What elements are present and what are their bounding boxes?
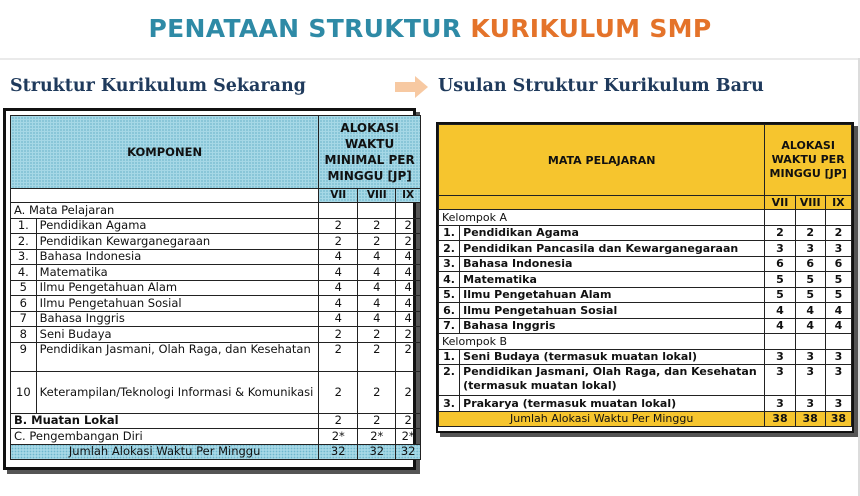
table-row (439, 287, 852, 303)
table-cell: 3 (825, 396, 851, 412)
table-cell: 3 (795, 241, 825, 257)
table-cell: 4 (396, 311, 421, 327)
table-row (439, 256, 852, 272)
table-cell: 2 (795, 225, 825, 241)
row-number: 1. (439, 225, 460, 241)
grade-header-row (439, 196, 852, 210)
subject-name: Pendidikan Jasmani, Olah Raga, dan Kesehatan (36, 342, 319, 371)
row-number: 10 (11, 371, 37, 413)
row-number: 4. (11, 265, 37, 281)
table-cell: 2 (396, 218, 421, 234)
subject-name: Bahasa Indonesia (36, 249, 319, 265)
table-cell: 4 (825, 303, 851, 319)
table-cell: 4 (319, 280, 358, 296)
subject-name: Pendidikan Kewarganegaraan (36, 234, 319, 250)
section-row (11, 413, 421, 429)
table-cell: 2 (358, 371, 396, 413)
table-cell: 2 (319, 218, 358, 234)
table-row (439, 225, 852, 241)
row-number: 3. (439, 396, 460, 412)
grade-header: VII (319, 189, 358, 203)
allocation-column-header: ALOKASI WAKTU PER MINGGU [JP] (765, 125, 852, 196)
table-cell: 5 (825, 272, 851, 288)
table-cell: 3 (825, 349, 851, 365)
row-number: 9 (11, 342, 37, 371)
subject-name: Bahasa Inggris (460, 318, 765, 334)
table-cell: 3 (765, 241, 795, 257)
row-number: 4. (439, 272, 460, 288)
row-number: 2. (439, 365, 460, 396)
table-cell: 3 (765, 365, 795, 396)
row-number: 2. (11, 234, 37, 250)
table-cell: 2 (358, 413, 396, 429)
row-number: 6 (11, 296, 37, 312)
table-cell: 2* (358, 429, 396, 445)
section-label: A. Mata Pelajaran (11, 203, 319, 219)
current-curriculum-table-frame (3, 108, 416, 470)
table-cell: 3 (765, 349, 795, 365)
group-label: Kelompok B (439, 334, 765, 350)
table-row (439, 272, 852, 288)
proposed-curriculum-table-frame (436, 122, 854, 433)
table-cell: 4 (765, 318, 795, 334)
table-cell: 5 (765, 272, 795, 288)
table-cell: 6 (795, 256, 825, 272)
row-number: 3. (11, 249, 37, 265)
right-arrow-icon (395, 75, 429, 99)
subject-name: Seni Budaya (termasuk muatan lokal) (460, 349, 765, 365)
table-cell: 4 (319, 265, 358, 281)
table-cell: 4 (358, 280, 396, 296)
total-cell: 38 (825, 411, 851, 427)
subject-name: Keterampilan/Teknologi Informasi & Komunikasi (36, 371, 319, 413)
table-cell: 3 (825, 365, 851, 396)
table-row (439, 349, 852, 365)
table-row (439, 365, 852, 396)
row-number: 8 (11, 327, 37, 343)
total-row (11, 444, 421, 460)
grade-header: VIII (358, 189, 396, 203)
total-row (439, 411, 852, 427)
current-structure-heading: Struktur Kurikulum Sekarang (10, 76, 306, 96)
table-row (439, 318, 852, 334)
subject-name: Matematika (36, 265, 319, 281)
total-cell: 32 (396, 444, 421, 460)
table-cell: 2 (765, 225, 795, 241)
table-cell: 3 (825, 241, 851, 257)
table-cell: 4 (765, 303, 795, 319)
table-row (11, 342, 421, 371)
table-row (11, 218, 421, 234)
total-cell: 38 (765, 411, 795, 427)
table-cell: 2 (319, 327, 358, 343)
table-row (11, 249, 421, 265)
table-cell: 2 (319, 371, 358, 413)
table-cell: 3 (795, 396, 825, 412)
subject-name: Ilmu Pengetahuan Alam (36, 280, 319, 296)
section-label: C. Pengembangan Diri (11, 429, 319, 445)
row-number: 7 (11, 311, 37, 327)
section-label: B. Muatan Lokal (11, 413, 319, 429)
subject-name: Bahasa Indonesia (460, 256, 765, 272)
title-divider (0, 58, 860, 60)
subject-name: Pendidikan Agama (36, 218, 319, 234)
table-cell: 2 (358, 342, 396, 371)
table-row (11, 296, 421, 312)
row-number: 3. (439, 256, 460, 272)
table-cell: 2 (319, 234, 358, 250)
table-cell: 2* (319, 429, 358, 445)
table-cell: 4 (358, 296, 396, 312)
table-cell: 2 (358, 327, 396, 343)
table-row (11, 327, 421, 343)
subject-name: Pendidikan Jasmani, Olah Raga, dan Kesehatan (termasuk muatan lokal) (460, 365, 765, 396)
proposed-curriculum-table (438, 124, 852, 427)
subject-name: Ilmu Pengetahuan Alam (460, 287, 765, 303)
subject-name: Pendidikan Pancasila dan Kewarganegaraan (460, 241, 765, 257)
row-number: 5. (439, 287, 460, 303)
subject-name: Matematika (460, 272, 765, 288)
table-cell: 5 (795, 272, 825, 288)
table-cell: 6 (825, 256, 851, 272)
table-cell: 6 (765, 256, 795, 272)
table-row (11, 311, 421, 327)
table-header-row (439, 125, 852, 196)
subject-name: Seni Budaya (36, 327, 319, 343)
row-number: 1. (11, 218, 37, 234)
table-cell: 4 (358, 249, 396, 265)
proposed-structure-heading: Usulan Struktur Kurikulum Baru (438, 76, 764, 96)
row-number: 7. (439, 318, 460, 334)
table-cell: 3 (795, 365, 825, 396)
table-cell: 4 (825, 318, 851, 334)
subject-name: Bahasa Inggris (36, 311, 319, 327)
table-cell: 4 (396, 280, 421, 296)
table-cell: 2 (396, 342, 421, 371)
table-cell: 4 (396, 265, 421, 281)
table-cell: 2 (358, 218, 396, 234)
total-cell: 38 (795, 411, 825, 427)
section-row (11, 203, 421, 219)
current-curriculum-table (10, 115, 421, 460)
subject-name: Pendidikan Agama (460, 225, 765, 241)
table-cell: 5 (825, 287, 851, 303)
table-cell: 4 (396, 296, 421, 312)
table-cell: 4 (358, 311, 396, 327)
table-cell: 2 (396, 413, 421, 429)
row-number: 5 (11, 280, 37, 296)
table-cell: 4 (795, 303, 825, 319)
total-label: Jumlah Alokasi Waktu Per Minggu (439, 411, 765, 427)
table-row (439, 241, 852, 257)
table-cell: 4 (358, 265, 396, 281)
group-row (439, 334, 852, 350)
table-cell: 4 (319, 311, 358, 327)
table-row (11, 280, 421, 296)
table-header-row (11, 116, 421, 189)
subject-name: Prakarya (termasuk muatan lokal) (460, 396, 765, 412)
table-row (439, 396, 852, 412)
table-cell: 2 (396, 327, 421, 343)
row-number: 6. (439, 303, 460, 319)
title-part-2: KURIKULUM SMP (470, 14, 712, 43)
total-label: Jumlah Alokasi Waktu Per Minggu (11, 444, 319, 460)
table-row (439, 303, 852, 319)
title-part-1: PENATAAN STRUKTUR (148, 14, 471, 43)
table-row (11, 265, 421, 281)
table-cell: 2 (319, 342, 358, 371)
table-cell: 2 (396, 234, 421, 250)
component-column-header: KOMPONEN (11, 116, 319, 189)
total-cell: 32 (358, 444, 396, 460)
table-row (11, 371, 421, 413)
grade-header: VII (765, 196, 795, 210)
page-title (0, 0, 860, 58)
table-cell: 4 (795, 318, 825, 334)
subject-name: Ilmu Pengetahuan Sosial (460, 303, 765, 319)
table-cell: 4 (396, 249, 421, 265)
table-cell: 5 (795, 287, 825, 303)
grade-header: IX (825, 196, 851, 210)
table-cell: 3 (795, 349, 825, 365)
grade-header: IX (396, 189, 421, 203)
table-cell: 2 (358, 234, 396, 250)
allocation-column-header: ALOKASI WAKTU MINIMAL PER MINGGU [JP] (319, 116, 421, 189)
table-cell: 2* (396, 429, 421, 445)
table-cell: 4 (319, 249, 358, 265)
section-row (11, 429, 421, 445)
table-cell: 5 (765, 287, 795, 303)
subject-name: Ilmu Pengetahuan Sosial (36, 296, 319, 312)
subject-column-header: MATA PELAJARAN (439, 125, 765, 196)
row-number: 1. (439, 349, 460, 365)
total-cell: 32 (319, 444, 358, 460)
grade-header-row (11, 189, 421, 203)
grade-header: VIII (795, 196, 825, 210)
row-number: 2. (439, 241, 460, 257)
table-row (11, 234, 421, 250)
table-cell: 4 (319, 296, 358, 312)
group-row (439, 210, 852, 226)
table-cell: 2 (396, 371, 421, 413)
table-cell: 2 (319, 413, 358, 429)
table-cell: 2 (825, 225, 851, 241)
group-label: Kelompok A (439, 210, 765, 226)
table-cell: 3 (765, 396, 795, 412)
